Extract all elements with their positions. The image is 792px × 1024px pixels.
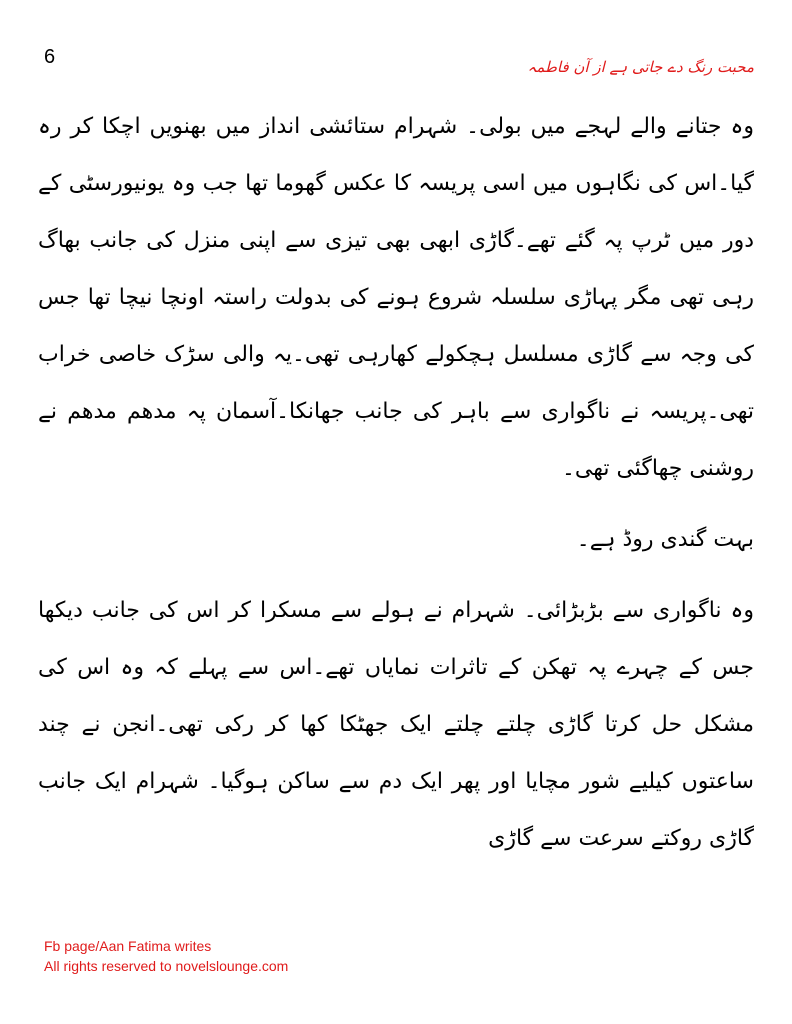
paragraph-1: وہ جتانے والے لہجے میں بولی۔ شہرام ستائشی انداز میں بھنویں اچکا کر رہ گیا۔اس کی نگاہوں میں اسی پریسہ کا عکس گھوما تھا جب وہ یونیورسٹی کے دور میں ٹرپ پہ گئے تھے۔گاڑی ابھی بھی تیزی سے اپنی منزل کی جانب بھاگ رہی تھی مگر پہاڑی سلسلہ شروع ہونے کی بدولت راستہ اونچا نیچا تھا جس کی وجہ سے گاڑی مسلسل ہچکولے کھارہی تھی۔یہ والی سڑک خاصی خراب تھی۔پریسہ نے ناگواری سے باہر کی جانب جھانکا۔آسمان پہ مدھم مدھم نے روشنی چھاگئی تھی۔ bbox=[38, 114, 754, 481]
footer-line-2: All rights reserved to novelslounge.com bbox=[44, 958, 289, 974]
paragraph-3: وہ ناگواری سے بڑبڑائی۔ شہرام نے ہولے سے مسکرا کر اس کی جانب دیکھا جس کے چہرے پہ تھکن کے تاثرات نمایاں تھے۔اس سے پہلے کہ وہ اس کی مشکل حل کرتا گاڑی چلتے چلتے ایک جھٹکا کھا کر رکی تھی۔انجن نے چند ساعتوں کیلیے شور مچایا اور پھر ایک دم سے ساکن ہوگیا۔ شہرام ایک جانب گاڑی روکتے سرعت سے گاڑی bbox=[38, 598, 754, 851]
footer-line-1: Fb page/Aan Fatima writes bbox=[44, 938, 212, 954]
body-text bbox=[38, 98, 754, 867]
paragraph-2: بہت گندی روڈ ہے۔ bbox=[576, 527, 754, 552]
header-title: محبت رنگ دے جاتی ہے از آن فاطمہ bbox=[527, 58, 754, 76]
page-number: 6 bbox=[44, 46, 56, 68]
footer bbox=[44, 936, 288, 976]
